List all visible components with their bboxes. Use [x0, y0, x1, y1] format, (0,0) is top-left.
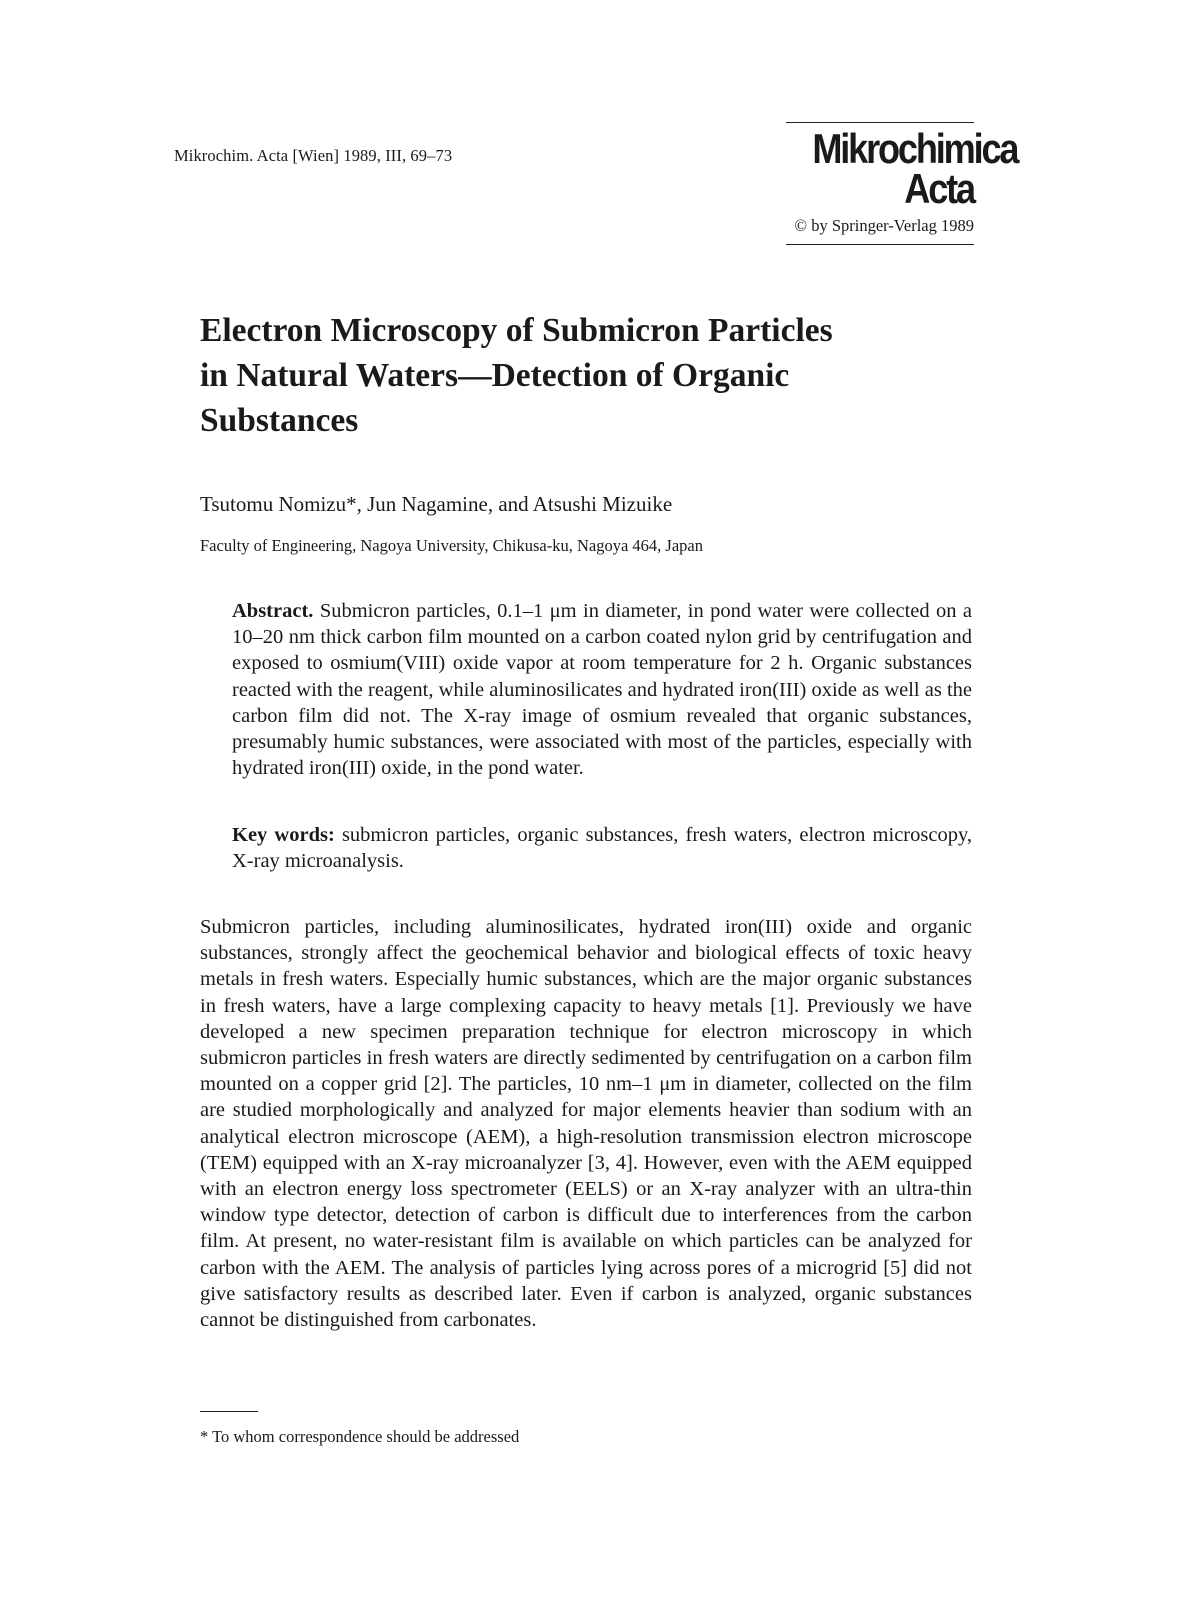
body-paragraph-1: Submicron particles, including aluminosilicates, hydrated iron(III) oxide and organic substances, strongly affect the geochemical behavior and biological effects of toxic heavy metals in fresh waters. Especially humic substances, which are the major organic substances in fresh waters, have a large complexing capacity to heavy metals [1]. Previously we have developed a new specimen preparation technique for electron microscopy in which submicron particles in fresh waters are directly sedimented by centrifugation on a carbon film mounted on a copper grid [2]. The particles, 10 nm–1 μm in diameter, collected on the film are studied morphologically and analyzed for major elements heavier than sodium with an analytical electron microscope (AEM), a high-resolution transmission electron microscope (TEM) equipped with an X-ray microanalyzer [3, 4]. However, even with the AEM equipped with an electron energy loss spectrometer (EELS) or an X-ray analyzer with an ultra-thin window type detector, detection of carbon is difficult due to interferences from the carbon film. At present, no water-resistant film is available on which particles can be analyzed for carbon with the AEM. The analysis of particles lying across pores of a microgrid [5] did not give satisfactory results as described later. Even if carbon is analyzed, organic substances cannot be distinguished from carbonates. — [200, 916, 972, 1332]
journal-name-line1: Mikrochimica — [812, 125, 1018, 172]
author-affiliation: Faculty of Engineering, Nagoya University, Chikusa-ku, Nagoya 464, Japan — [200, 536, 703, 555]
correspondence-footnote: * To whom correspondence should be addressed — [200, 1427, 520, 1446]
article-title — [200, 308, 960, 443]
keywords-text: submicron particles, organic substances, fresh waters, electron microscopy, X-ray microanalysis. — [232, 824, 972, 873]
journal-logo-block — [786, 122, 1018, 245]
journal-name-line2: Acta — [904, 165, 974, 212]
abstract-label: Abstract. — [232, 600, 314, 622]
keywords — [232, 822, 972, 874]
keywords-label: Key words: — [232, 824, 335, 846]
footnote-divider — [200, 1411, 258, 1412]
title-line-2: in Natural Waters—Detection of Organic — [200, 357, 790, 394]
journal-citation: Mikrochim. Acta [Wien] 1989, III, 69–73 — [174, 146, 453, 165]
title-line-3: Substances — [200, 402, 359, 439]
logo-top-rule — [786, 122, 974, 123]
title-line-1: Electron Microscopy of Submicron Particles — [200, 312, 833, 349]
abstract — [232, 598, 972, 781]
logo-bottom-rule — [786, 244, 974, 245]
copyright-notice: © by Springer-Verlag 1989 — [794, 216, 974, 235]
abstract-text: Submicron particles, 0.1–1 μm in diameter, in pond water were collected on a 10–20 nm thick carbon film mounted on a carbon coated nylon grid by centrifugation and exposed to osmium(VIII) oxide vapor at room temperature for 2 h. Organic substances reacted with the reagent, while aluminosilicates and hydrated iron(III) oxide as well as the carbon film did not. The X-ray image of osmium revealed that organic substances, presumably humic substances, were associated with most of the particles, especially with hydrated iron(III) oxide, in the pond water. — [232, 600, 973, 780]
author-list: Tsutomu Nomizu*, Jun Nagamine, and Atsushi Mizuike — [200, 492, 673, 516]
